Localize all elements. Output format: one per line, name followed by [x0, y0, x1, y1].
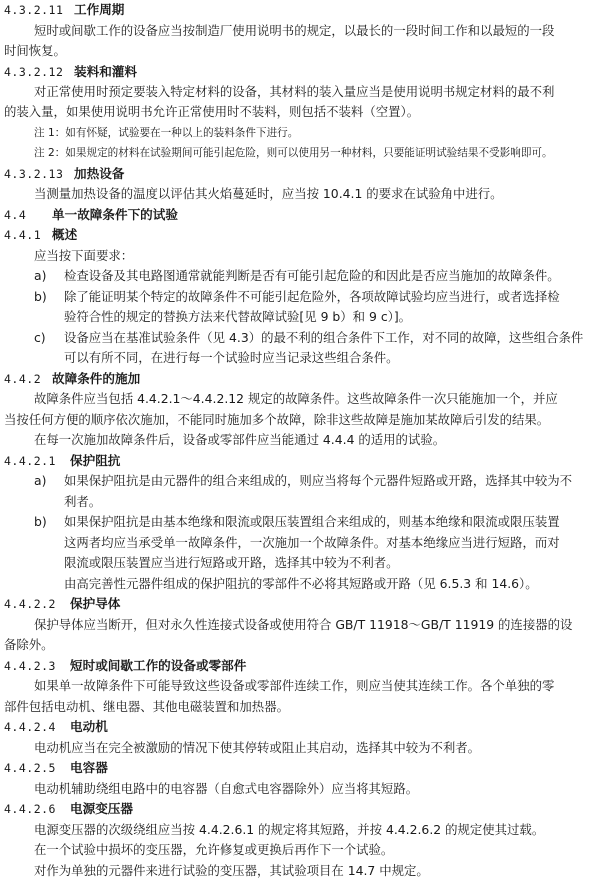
section-number: 4.4: [4, 207, 27, 222]
heading-4-4-2-3: [0, 656, 600, 677]
section-number: 4.4.2.4: [4, 720, 56, 735]
list-item-continuation: 利者。: [64, 493, 102, 509]
heading-4-4-2-4: [0, 717, 600, 738]
paragraph-line: 备除外。: [4, 637, 54, 653]
paragraph-line: 对作为单独的元器件来进行试验的变压器，其试验项目在 14.7 中规定。: [34, 862, 429, 878]
paragraph-line: 电源变压器的次级绕组应当按 4.4.2.6.1 的规定将其短路，并按 4.4.2.6.2 的规定使其过载。: [34, 821, 545, 837]
section-number: 4.4.2.5: [4, 761, 56, 776]
heading-4-4-2-1: [0, 451, 600, 472]
section-number: 4.4.1: [4, 228, 42, 243]
paragraph-line: 对正常使用时预定要装入特定材料的设备，其材料的装入量应当是使用说明书规定材料的最不利: [34, 84, 555, 99]
section-title: 电容器: [70, 760, 108, 776]
heading-4-4-2-2: [0, 594, 600, 615]
list-item-continuation: 可以有所不同，在进行每一个试验时应当记录这些组合条件。: [64, 350, 399, 366]
paragraph-line: 在每一次施加故障条件后，设备或零部件应当能通过 4.4.4 的适用的试验。: [34, 432, 446, 448]
list-item: b) 除了能证明某个特定的故障条件不可能引起危险外，各项故障试验均应当进行，或者选择检: [0, 287, 600, 308]
paragraph-line: 如果单一故障条件下可能导致这些设备或零部件连续工作，则应当使其连续工作。各个单独的零: [34, 678, 555, 694]
paragraph-line: 当按任何方便的顺序依次施加，不能同时施加多个故障，除非这些故障是施加某故障后引发的结果。: [4, 411, 550, 427]
section-title: 保护导体: [70, 596, 121, 612]
paragraph-line: 电动机应当在完全被激励的情况下使其停转或阻止其启动，选择其中较为不利者。: [34, 739, 481, 755]
list-item-continuation: 验符合性的规定的替换方法来代替故障试验[见 9 b）和 9 c）]。: [64, 309, 412, 325]
paragraph-line: 时间恢复。: [4, 43, 66, 58]
section-title: 工作周期: [74, 2, 125, 17]
list-marker: b): [34, 514, 47, 530]
section-title: 概述: [52, 227, 78, 243]
paragraph-line: 短时或间歇工作的设备应当按制造厂使用说明书的规定，以最长的一段时间工作和以最短的一段: [34, 22, 555, 38]
list-marker: a): [34, 473, 47, 489]
section-number: 4.4.2.1: [4, 453, 56, 468]
section-number: 4.4.2.2: [4, 597, 56, 612]
list-marker: b): [34, 288, 47, 304]
section-title: 故障条件的施加: [52, 370, 141, 386]
paragraph-line: 当测量加热设备的温度以评估其火焰蔓延时，应当按 10.4.1 的要求在试验角中进行。: [34, 186, 503, 202]
section-number: 4.3.2.11: [4, 3, 64, 17]
list-item: a) 如果保护阻抗是由元器件的组合来组成的，则应当将每个元器件短路或开路，选择其中较为不: [0, 471, 600, 492]
paragraph-line: 保护导体应当断开，但对永久性连接式设备或使用符合 GB/T 11918～GB/T 11919 的连接器的设: [34, 616, 573, 632]
list-item: a) 检查设备及其电路图通常就能判断是否有可能引起危险的和因此是否应当施加的故障条件。: [0, 266, 600, 287]
note-1: 注 1：如有怀疑，试验要在一种以上的装料条件下进行。: [34, 126, 299, 139]
heading-4-3-2-11: [0, 0, 600, 21]
section-number: 4.3.2.12: [4, 64, 64, 79]
paragraph-line: 电动机辅助绕组电路中的电容器（自愈式电容器除外）应当将其短路。: [34, 780, 419, 796]
list-item: b) 如果保护阻抗是由基本绝缘和限流或限压装置组合来组成的，则基本绝缘和限流或限压装置: [0, 512, 600, 533]
paragraph-line: 的装入量，如果使用说明书允许正常使用时不装料，则包括不装料（空置）。: [4, 104, 420, 120]
section-title: 电动机: [70, 719, 108, 735]
list-item-continuation: 由高完善性元器件组成的保护阻抗的零部件不必将其短路或开路（见 6.5.3 和 14.6）。: [64, 575, 538, 591]
list-marker: a): [34, 268, 47, 284]
section-title: 保护阻抗: [70, 452, 121, 468]
heading-4-3-2-13: [0, 164, 600, 185]
heading-4-3-2-12: [0, 62, 600, 83]
paragraph-line: 故障条件应当包括 4.4.2.1～4.4.2.12 规定的故障条件。这些故障条件一次只能施加一个，并应: [34, 391, 558, 407]
list-item: c) 设备应当在基准试验条件（见 4.3）的最不利的组合条件下工作，对不同的故障，这些组合条件: [0, 328, 600, 349]
section-number: 4.3.2.13: [4, 166, 64, 181]
section-number: 4.4.2.6: [4, 802, 56, 816]
section-number: 4.4.2: [4, 371, 42, 386]
heading-4-4-1: [0, 225, 600, 246]
section-title: 加热设备: [74, 165, 125, 181]
paragraph-line: 在一个试验中损坏的变压器，允许修复或更换后再作下一个试验。: [34, 842, 394, 857]
note-2: 注 2：如果规定的材料在试验期间可能引起危险，则可以使用另一种材料，只要能证明试验结果不受影响即可。: [34, 147, 553, 160]
section-title: 电源变压器: [70, 801, 133, 816]
paragraph-line: 部件包括电动机、继电器、其他电磁装置和加热器。: [4, 698, 289, 714]
heading-4-4-2: [0, 369, 600, 390]
section-title: 短时或间歇工作的设备或零部件: [70, 657, 247, 673]
list-item-continuation: 这两者均应当承受单一故障条件，一次施加一个故障条件。对基本绝缘应当进行短路，而对: [64, 534, 560, 550]
heading-4-4: [0, 205, 600, 226]
section-title: 装料和灌料: [74, 63, 137, 79]
paragraph-line: 应当按下面要求：: [34, 247, 134, 263]
heading-4-4-2-6: [0, 799, 600, 820]
section-number: 4.4.2.3: [4, 658, 56, 673]
heading-4-4-2-5: [0, 758, 600, 779]
list-marker: c): [34, 329, 46, 345]
list-item-continuation: 限流或限压装置应当进行短路或开路，选择其中较为不利者。: [64, 555, 399, 571]
section-title: 单一故障条件下的试验: [52, 206, 178, 222]
